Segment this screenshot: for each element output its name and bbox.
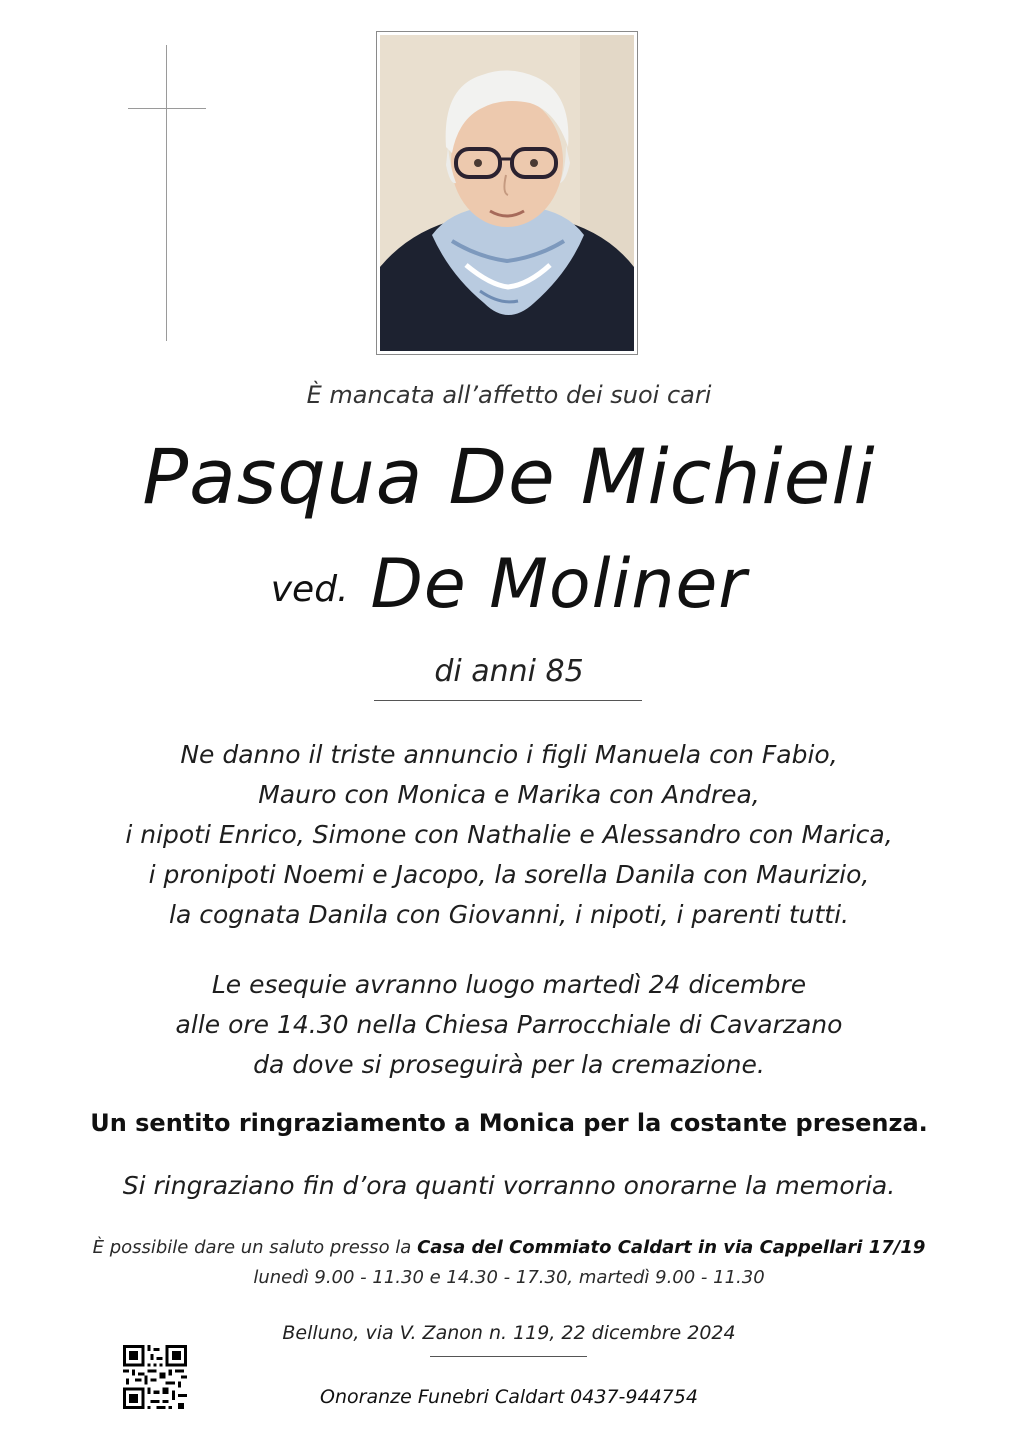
cross-icon xyxy=(166,45,167,341)
announcement-line: Ne danno il triste annuncio i figli Manuela con Fabio, xyxy=(180,740,838,769)
widow-name-line xyxy=(0,545,1018,624)
widow-prefix: ved. xyxy=(270,569,349,610)
visitation-hours: lunedì 9.00 - 11.30 e 14.30 - 17.30, martedì 9.00 - 11.30 xyxy=(253,1267,765,1288)
visitation-line xyxy=(0,1233,1018,1263)
thanks-all-text: Si ringraziano fin d’ora quanti vorranno onorarne la memoria. xyxy=(122,1171,896,1200)
visitation-prefix: È possibile dare un saluto presso la xyxy=(92,1237,418,1258)
announcement-line: i nipoti Enrico, Simone con Nathalie e Alessandro con Marica, xyxy=(125,820,893,849)
visitation-place: Casa del Commiato Caldart in via Cappellari 17/19 xyxy=(417,1237,926,1258)
cross-icon-bar xyxy=(128,108,206,109)
announcement-line: i pronipoti Noemi e Jacopo, la sorella Danila con Maurizio, xyxy=(148,860,870,889)
announcement-paragraph xyxy=(0,735,1018,935)
place-date: Belluno, via V. Zanon n. 119, 22 dicembre 2024 xyxy=(282,1322,736,1344)
portrait-illustration xyxy=(380,35,634,351)
funeral-line: Le esequie avranno luogo martedì 24 dicembre xyxy=(211,970,807,999)
intro-text: È mancata all’affetto dei suoi cari xyxy=(306,381,712,409)
announcement-line: la cognata Danila con Giovanni, i nipoti, i parenti tutti. xyxy=(169,900,849,929)
portrait-photo xyxy=(376,31,638,355)
divider xyxy=(430,1356,587,1357)
divider xyxy=(374,700,642,701)
age-text: di anni 85 xyxy=(434,654,584,689)
announcement-line: Mauro con Monica e Marika con Andrea, xyxy=(258,780,760,809)
funeral-line: da dove si proseguirà per la cremazione. xyxy=(253,1050,765,1079)
funeral-paragraph xyxy=(0,965,1018,1085)
deceased-name: Pasqua De Michieli xyxy=(142,432,876,521)
widow-surname: De Moliner xyxy=(370,545,748,624)
funeral-line: alle ore 14.30 nella Chiesa Parrocchiale di Cavarzano xyxy=(175,1010,843,1039)
company-contact: Onoranze Funebri Caldart 0437-944754 xyxy=(320,1386,698,1408)
qr-code-icon[interactable] xyxy=(123,1345,187,1409)
thanks-text: Un sentito ringraziamento a Monica per la costante presenza. xyxy=(90,1109,928,1137)
visitation-info xyxy=(0,1233,1018,1293)
